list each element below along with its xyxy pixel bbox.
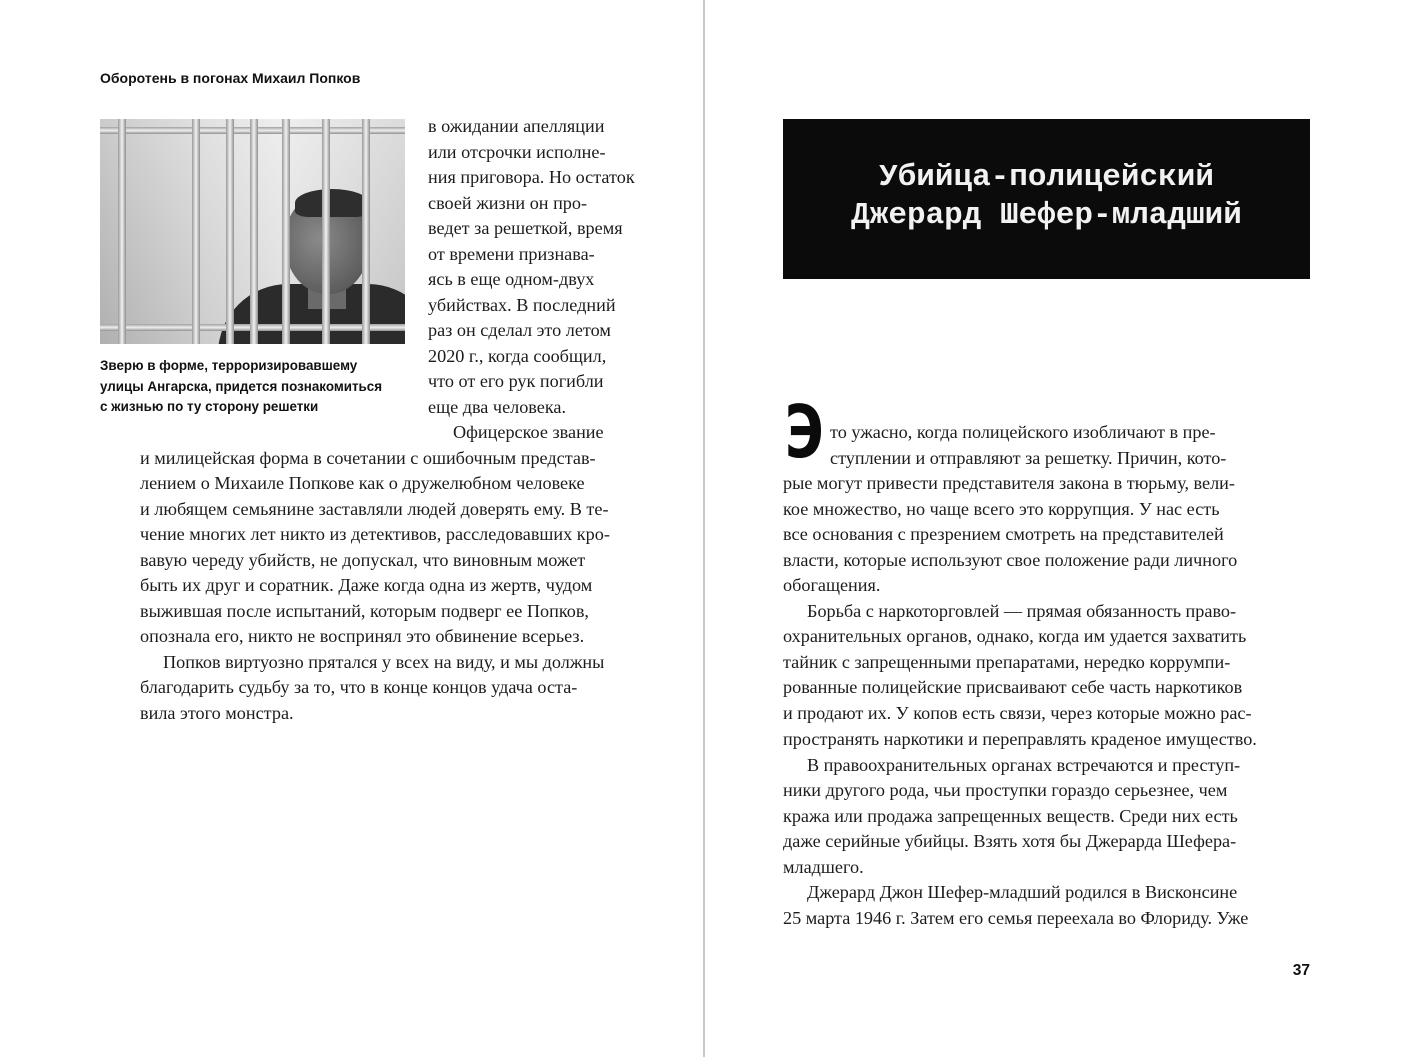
- text-line: 2020 г., когда сообщил,: [428, 346, 607, 366]
- drop-cap: Э: [783, 390, 827, 474]
- text-line: раз он сделал это летом: [428, 320, 611, 340]
- text-line: все основания с презрением смотреть на представителей: [783, 524, 1224, 544]
- text-line: то ужасно, когда полицейского изобличают в пре-: [830, 422, 1216, 442]
- caption-line: с жизнью по ту сторону решетки: [100, 399, 319, 414]
- photo-caption: [100, 356, 420, 418]
- cage-bar: [362, 119, 370, 344]
- text-line: охранительных органов, однако, когда им удается захватить: [783, 626, 1247, 646]
- text-line: в ожидании апелляции: [428, 116, 605, 136]
- cage-bar: [250, 119, 258, 344]
- chapter-title-line: Джерард Шефер-младший: [851, 198, 1242, 233]
- text-line: ния приговора. Но остаток: [428, 167, 635, 187]
- prisoner-photo: [100, 119, 405, 344]
- text-line: чение многих лет никто из детективов, расследовавших кро-: [140, 524, 610, 544]
- text-line: опознала его, никто не воспринял это обвинение всерьез.: [140, 626, 585, 646]
- text-line: ступлении и отправляют за решетку. Причин, кото-: [830, 448, 1227, 468]
- text-line: рые могут привести представителя закона в тюрьму, вели-: [783, 473, 1235, 493]
- text-line: вила этого монстра.: [140, 703, 294, 723]
- text-line: пространять наркотики и переправлять краденое имущество.: [783, 729, 1257, 749]
- paragraph-start-line: В правоохранительных органах встречаются и преступ-: [807, 755, 1241, 775]
- text-line: еще два человека.: [428, 397, 567, 417]
- text-line: вавую череду убийств, не допускал, что виновным может: [140, 550, 586, 570]
- text-line: 25 марта 1946 г. Затем его семья переехала во Флориду. Уже: [783, 908, 1249, 928]
- photo-hair: [295, 189, 369, 217]
- text-line: рованные полицейские присваивают себе часть наркотиков: [783, 677, 1243, 697]
- text-line: лением о Михаиле Попкове как о дружелюбном человеке: [140, 473, 585, 493]
- cage-bar: [118, 119, 126, 344]
- paragraph-start-line: Попков виртуозно прятался у всех на виду, и мы должны: [163, 652, 605, 672]
- text-line: ники другого рода, чьи проступки гораздо серьезнее, чем: [783, 780, 1228, 800]
- text-line: младшего.: [783, 857, 864, 877]
- text-line: власти, которые используют свое положение ради личного: [783, 550, 1238, 570]
- text-line: что от его рук погибли: [428, 371, 604, 391]
- text-line: и милицейская форма в сочетании с ошибочным представ-: [140, 448, 596, 468]
- text-line: ясь в еще одном-двух: [428, 269, 595, 289]
- paragraph-start-line: Офицерское звание: [453, 422, 604, 442]
- paragraph-start-line: Борьба с наркоторговлей — прямая обязанность право-: [807, 601, 1237, 621]
- caption-line: улицы Ангарска, придется познакомиться: [100, 378, 383, 394]
- chapter-title-box: [783, 119, 1310, 279]
- cage-bar: [192, 119, 200, 344]
- text-line: кое множество, но чаще всего это коррупция. У нас есть: [783, 499, 1220, 519]
- text-line: ведет за решеткой, время: [428, 218, 623, 238]
- page-number: 37: [1292, 962, 1310, 979]
- paragraph-start-line: Джерард Джон Шефер-младший родился в Висконсине: [807, 882, 1238, 902]
- cage-bar: [226, 119, 234, 344]
- caption-line: Зверю в форме, терроризировавшему: [100, 358, 358, 373]
- text-line: даже серийные убийцы. Взять хотя бы Джерарда Шефера-: [783, 831, 1237, 851]
- text-line: от времени признава-: [428, 244, 595, 264]
- cage-bar: [322, 119, 330, 344]
- chapter-title-line: Убийца-полицейский: [879, 160, 1214, 195]
- left-page: [0, 0, 704, 1057]
- text-line: выжившая после испытаний, которым подверг ее Попков,: [140, 601, 589, 621]
- text-line: и продают их. У копов есть связи, через которые можно рас-: [783, 703, 1252, 723]
- text-line: обогащения.: [783, 575, 881, 595]
- text-line: тайник с запрещенными препаратами, нередко коррумпи-: [783, 652, 1231, 672]
- text-line: благодарить судьбу за то, что в конце концов удача оста-: [140, 677, 578, 697]
- text-line: или отсрочки исполне-: [428, 142, 606, 162]
- text-line: и любящем семьянине заставляли людей доверять ему. В те-: [140, 499, 609, 519]
- text-line: своей жизни он про-: [428, 193, 588, 213]
- running-head: Оборотень в погонах Михаил Попков: [100, 70, 361, 86]
- text-line: убийствах. В последний: [428, 295, 616, 315]
- text-line: быть их друг и соратник. Даже когда одна из жертв, чудом: [140, 575, 593, 595]
- cage-bar: [282, 119, 290, 344]
- text-line: кража или продажа запрещенных веществ. Среди них есть: [783, 806, 1238, 826]
